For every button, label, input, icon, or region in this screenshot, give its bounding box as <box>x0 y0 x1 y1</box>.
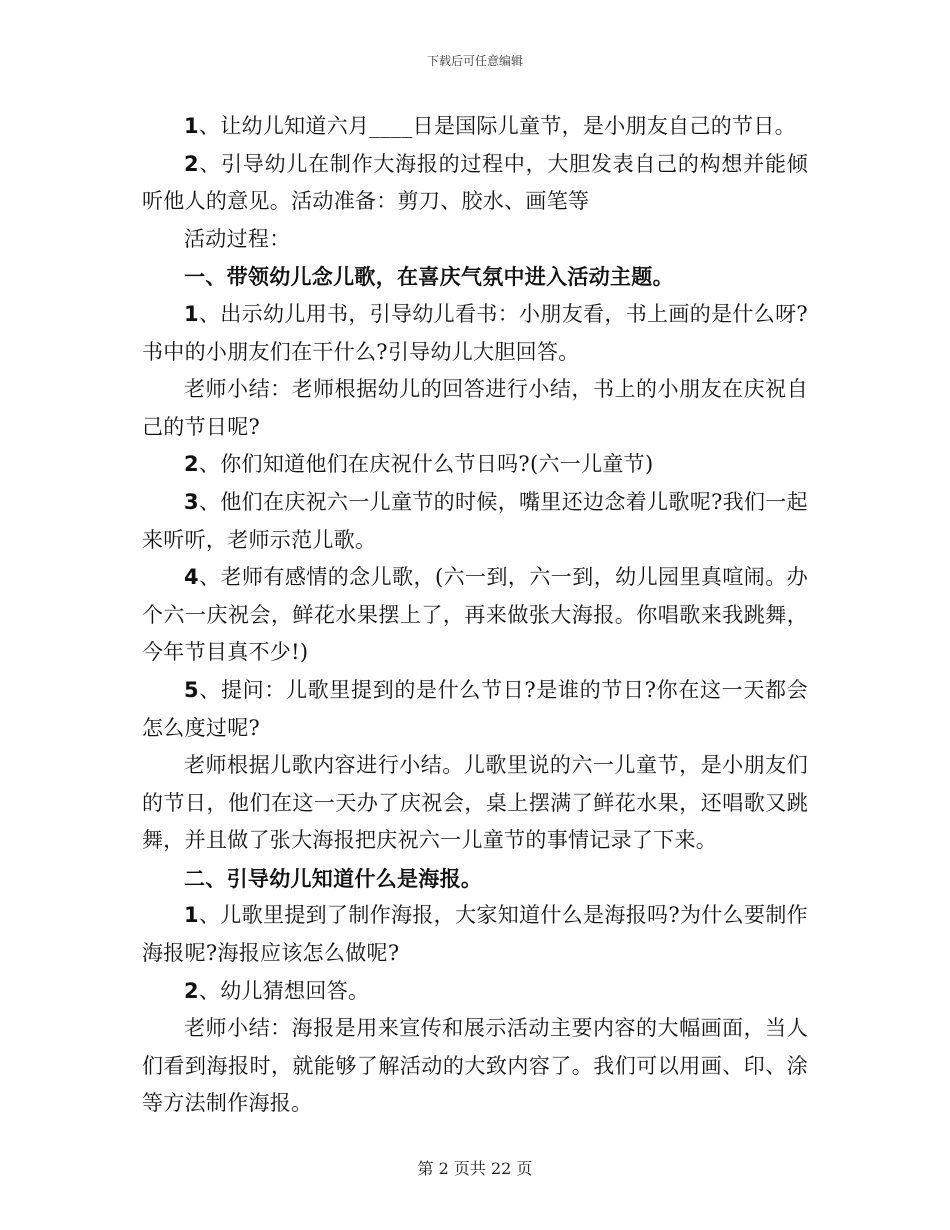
paragraph-process-label <box>142 221 808 259</box>
paragraph-step-7 <box>142 973 808 1011</box>
paragraph-goal-1 <box>142 108 808 146</box>
paragraph-text: 、引导幼儿在制作大海报的过程中，大胆发表自己的构想并能倾听他人的意见。活动准备：剪刀、胶水、画笔等 <box>142 151 808 214</box>
heading-text: 二、引导幼儿知道什么是海报。 <box>184 865 483 891</box>
item-number: 2 <box>184 452 199 477</box>
paragraph-summary-1 <box>142 371 808 446</box>
item-number: 3 <box>184 489 199 514</box>
paragraph-text: 、你们知道他们在庆祝什么节日吗?(六一儿童节) <box>198 452 654 477</box>
paragraph-text: 活动过程： <box>184 226 291 251</box>
item-number: 2 <box>184 151 199 176</box>
paragraph-text: 老师小结：老师根据幼儿的回答进行小结，书上的小朋友在庆祝自己的节日呢? <box>142 377 808 439</box>
section-heading-2 <box>142 860 808 898</box>
item-number: 5 <box>184 677 199 702</box>
paragraph-text: 老师小结：海报是用来宣传和展示活动主要内容的大幅画面，当人们看到海报时，就能够了解活动的大致内容了。我们可以用画、印、涂等方法制作海报。 <box>142 1016 808 1116</box>
item-number: 1 <box>184 114 199 138</box>
heading-text: 一、带领幼儿念儿歌，在喜庆气氛中进入活动主题。 <box>184 264 674 290</box>
paragraph-text: 、他们在庆祝六一儿童节的时候，嘴里还边念着儿歌呢?我们一起来听听，老师示范儿歌。 <box>142 489 808 552</box>
document-body <box>142 108 808 1123</box>
paragraph-text: 、儿歌里提到了制作海报，大家知道什么是海报吗?为什么要制作海报呢?海报应该怎么做呢? <box>142 903 808 966</box>
paragraph-step-1 <box>142 296 808 371</box>
item-number: 4 <box>184 565 199 590</box>
paragraph-step-5 <box>142 672 808 747</box>
paragraph-text: 、让幼儿知道六月____日是国际儿童节，是小朋友自己的节日。 <box>198 114 796 138</box>
paragraph-text: 、老师有感情的念儿歌，(六一到，六一到，幼儿园里真喧闹。办个六一庆祝会，鲜花水果摆上了，再来做张大海报。你唱歌来我跳舞，今年节目真不少!) <box>142 565 808 665</box>
paragraph-goal-2 <box>142 146 808 221</box>
paragraph-text: 老师根据儿歌内容进行小结。儿歌里说的六一儿童节，是小朋友们的节日，他们在这一天办了庆祝会，桌上摆满了鲜花水果，还唱歌又跳舞，并且做了张大海报把庆祝六一儿童节的事情记录了下来。 <box>142 753 808 853</box>
paragraph-text: 、幼儿猜想回答。 <box>198 978 370 1003</box>
page-footer: 第 2 页共 22 页 <box>417 1159 533 1178</box>
item-number: 1 <box>184 301 199 326</box>
paragraph-text: 、出示幼儿用书，引导幼儿看书：小朋友看，书上画的是什么呀?书中的小朋友们在干什么?引导幼儿大胆回答。 <box>142 301 808 364</box>
paragraph-summary-3 <box>142 1010 808 1123</box>
paragraph-text: 、提问：儿歌里提到的是什么节日?是谁的节日?你在这一天都会怎么度过呢? <box>142 677 808 740</box>
paragraph-summary-2 <box>142 747 808 860</box>
section-heading-1 <box>142 258 808 296</box>
paragraph-step-2 <box>142 446 808 484</box>
item-number: 2 <box>184 978 199 1003</box>
item-number: 1 <box>184 903 199 928</box>
paragraph-step-4 <box>142 559 808 672</box>
paragraph-step-3 <box>142 484 808 559</box>
paragraph-step-6 <box>142 897 808 972</box>
page-header: 下载后可任意编辑 <box>426 54 523 68</box>
